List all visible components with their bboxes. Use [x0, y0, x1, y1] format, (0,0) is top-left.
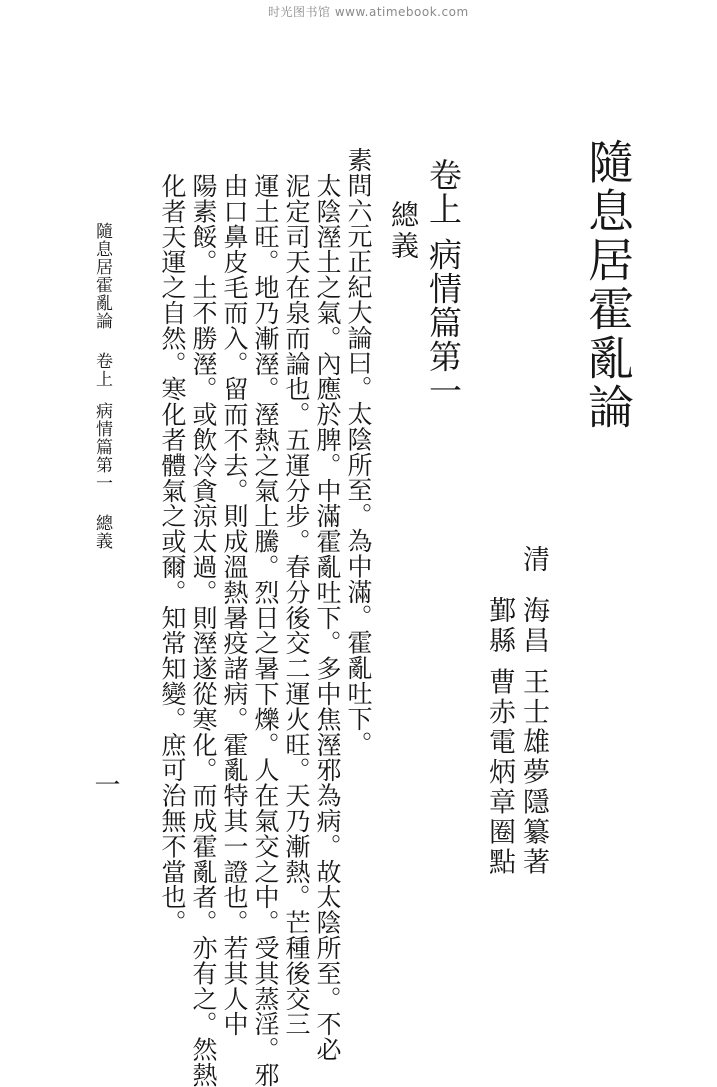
footer-section: 總義 [92, 514, 112, 550]
body-line-2: 太陰溼土之氣。內應於脾。中滿霍亂吐下。多中焦溼邪為病。故太陰所至。不必 [313, 173, 342, 1062]
chapter-heading: 卷上 病情篇第一 [424, 158, 463, 408]
footer-book-title: 隨息居霍亂論 [92, 222, 112, 330]
book-title: 隨息居霍亂論 [581, 138, 635, 432]
page-footer [93, 222, 110, 550]
body-line-6: 陽素餒。土不勝溼。或飲冷貪涼太過。則溼遂從寒化。而成霍亂者。亦有之。然熱 [189, 173, 218, 1087]
body-line-7: 化者天運之自然。寒化者體氣之或爾。知常知變。庶可治無不當也。 [158, 173, 187, 935]
body-line-1: 素問六元正紀大論曰。太陰所至。為中滿。霍亂吐下。 [344, 147, 373, 757]
section-heading: 總義 [387, 200, 420, 262]
page-number: 一 [90, 771, 120, 797]
author-line: 海昌 王士雄夢隱纂著 [518, 596, 549, 878]
footer-chapter: 病情篇第一 [92, 402, 112, 492]
footer-volume: 卷上 [92, 352, 112, 388]
body-line-3: 泥定司天在泉而論也。五運分步。春分後交二運火旺。天乃漸熱。芒種後交三 [282, 173, 311, 1037]
body-line-4: 運土旺。地乃漸溼。溼熱之氣上騰。烈日之暑下爍。人在氣交之中。受其蒸淫。邪 [251, 173, 280, 1087]
editor-line: 鄞縣 曹赤電炳章圈點 [484, 596, 515, 878]
dynasty-label: 清 [518, 545, 549, 572]
watermark: 时光图书馆 www.atimebook.com [268, 5, 469, 19]
body-line-5: 由口鼻皮毛而入。留而不去。則成溫熱暑疫諸病。霍亂特其一證也。若其人中 [220, 173, 249, 1037]
